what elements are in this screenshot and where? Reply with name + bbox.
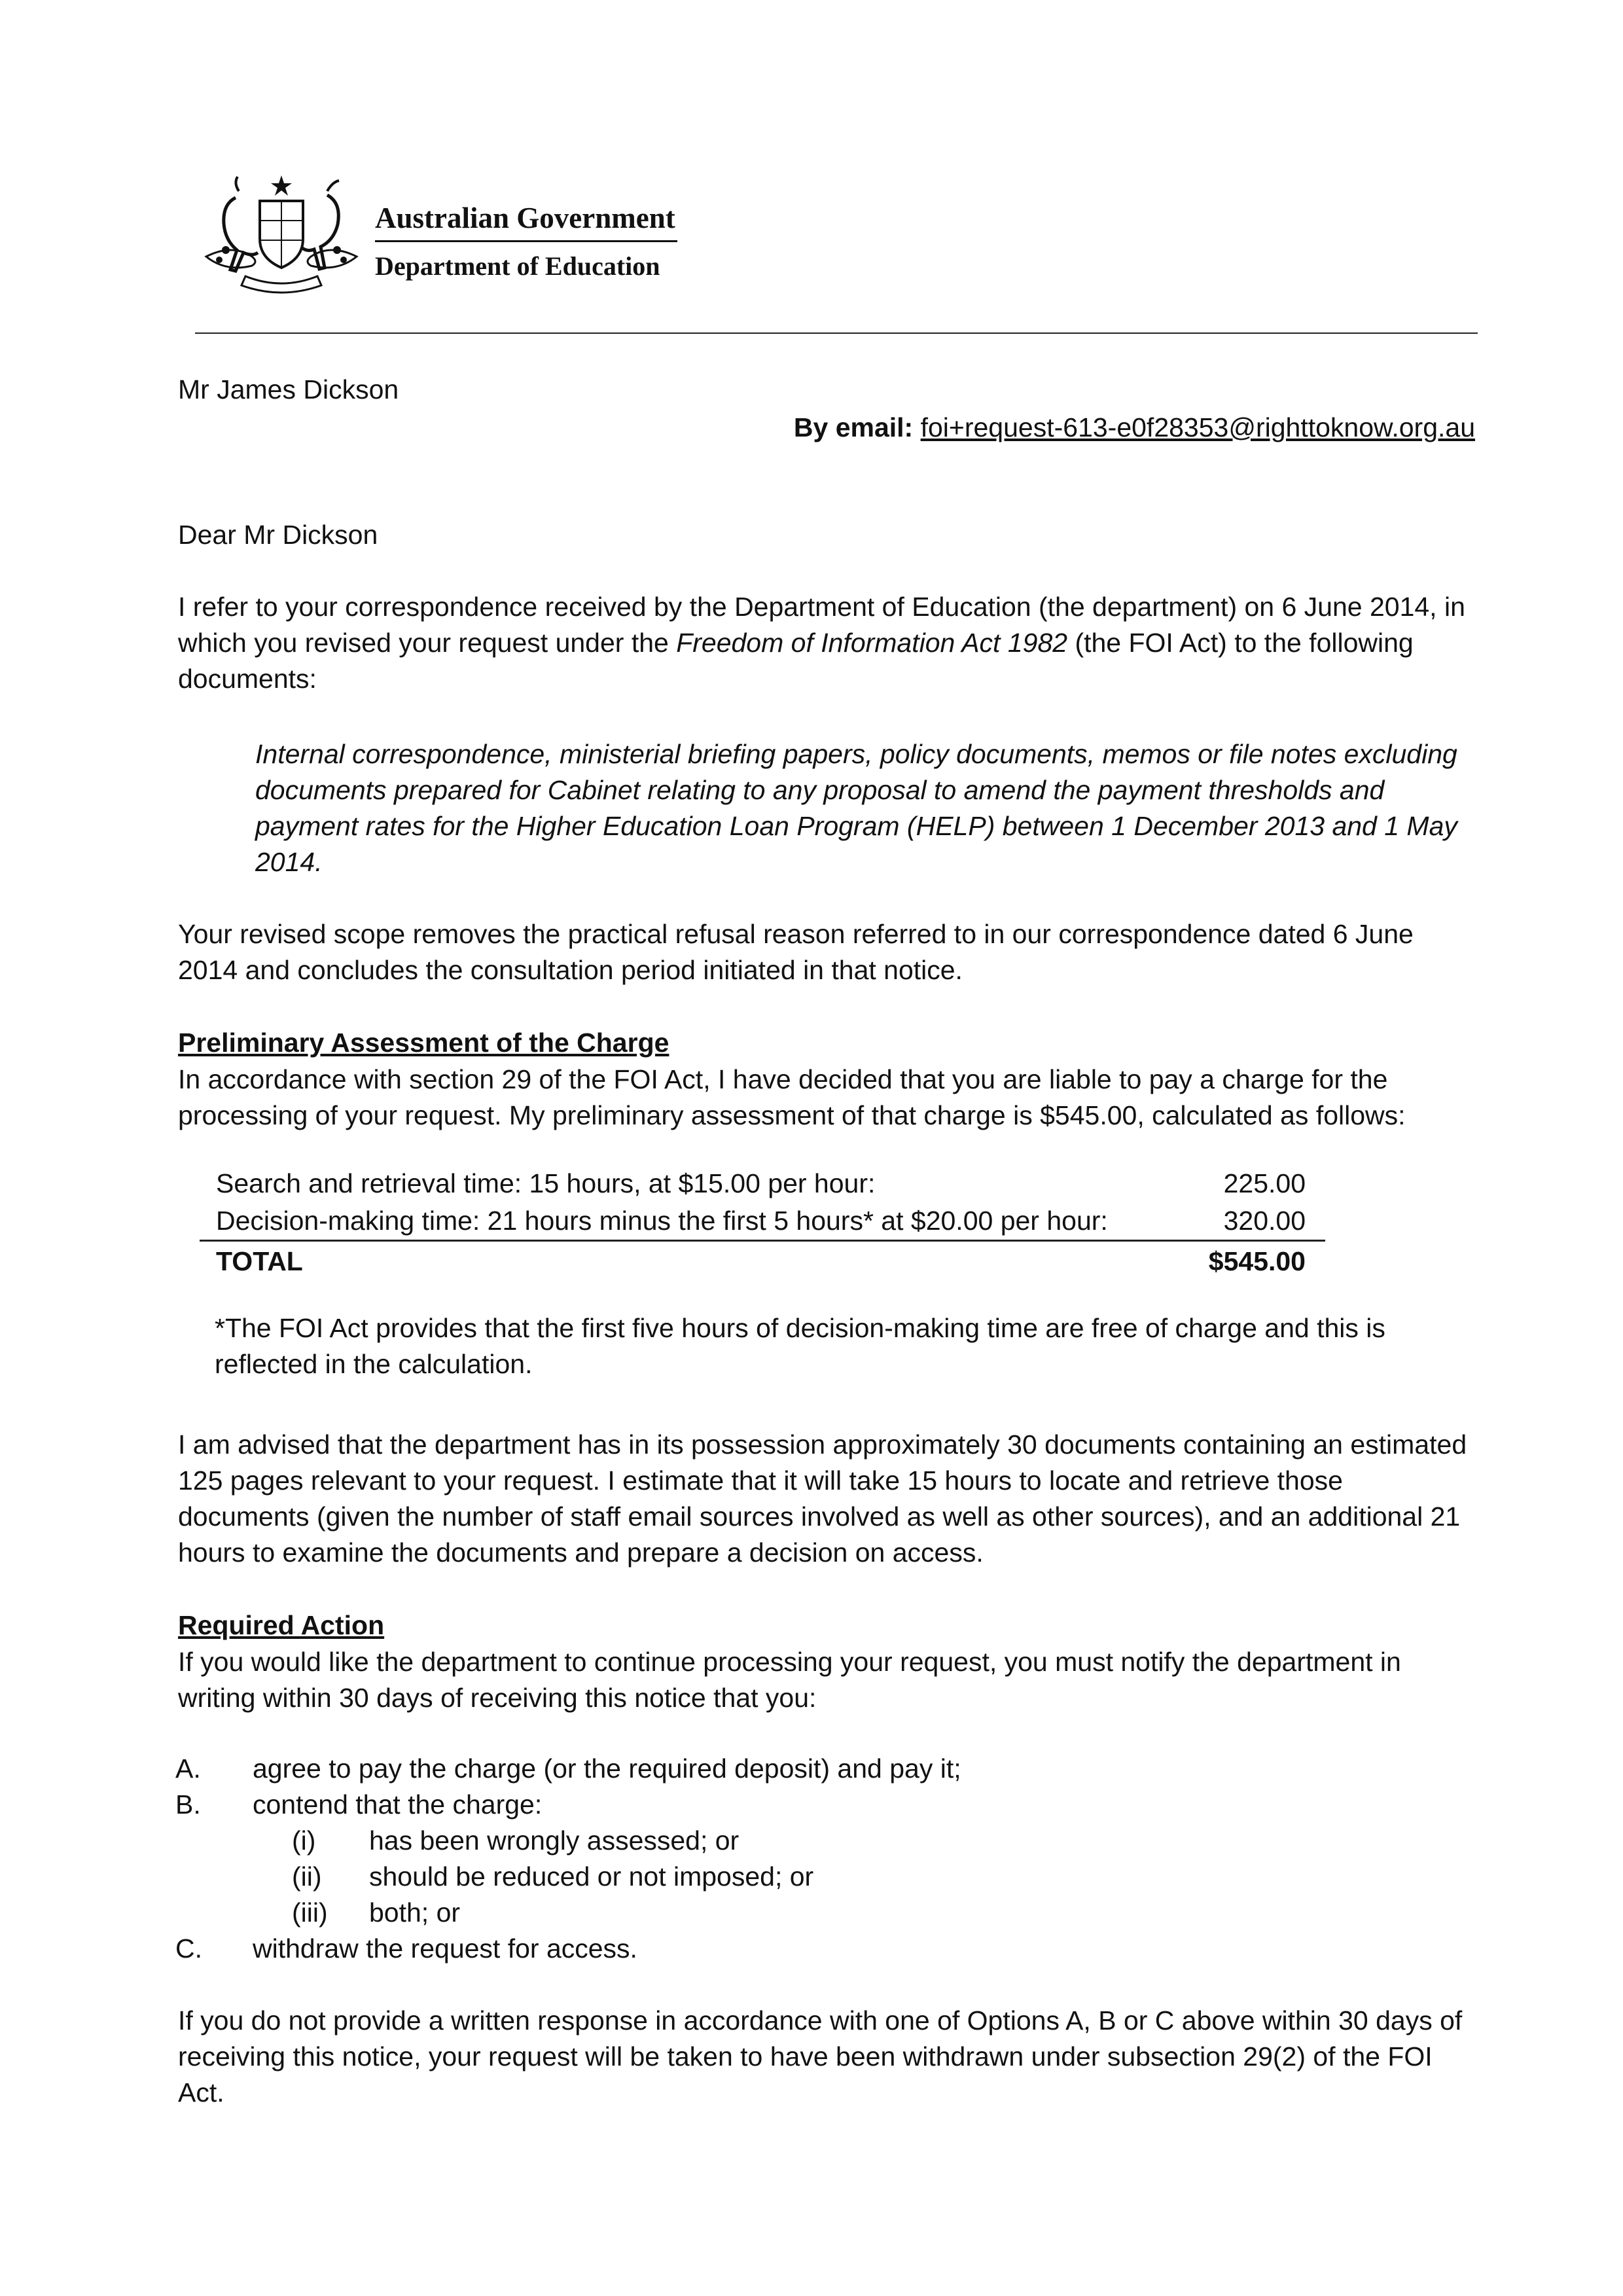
act-name: Freedom of Information Act 1982 (676, 628, 1068, 658)
sub-option-text: should be reduced or not imposed; or (369, 1861, 814, 1892)
charge-amount: 225.00 (1223, 1168, 1306, 1198)
option-text: contend that the charge: (253, 1789, 543, 1820)
option-key: C. (175, 1933, 202, 1964)
sub-option-text: has been wrongly assessed; or (369, 1825, 740, 1856)
total-amount: $545.00 (1208, 1246, 1306, 1276)
intro-after-act: (the FOI Act) to the following documents: (178, 628, 1414, 694)
department-name: Department of Education (375, 251, 660, 281)
intro-paragraph (178, 589, 1480, 697)
required-action-paragraph: If you would like the department to continue processing your request, you must notify the department in writing within 30 days of receiving this notice that you: (178, 1647, 1401, 1713)
charge-row-search (200, 1165, 1325, 1202)
charge-table (200, 1165, 1325, 1281)
option-text: agree to pay the charge (or the required deposit) and pay it; (253, 1753, 961, 1784)
sub-option-key: (ii) (292, 1861, 322, 1892)
recipient-name: Mr James Dickson (178, 374, 399, 404)
letterhead (375, 200, 677, 283)
option-text: withdraw the request for access. (253, 1933, 637, 1964)
option-key: B. (175, 1789, 201, 1820)
sub-option-key: (iii) (292, 1897, 328, 1928)
footnote: *The FOI Act provides that the first five hours of decision-making time are free of charge and this is reflected in the calculation. (215, 1313, 1385, 1379)
coat-of-arms-logo (200, 171, 363, 296)
closing-paragraph: If you do not provide a written response in accordance with one of Options A, B or C above within 30 days of receiving this notice, your request will be taken to have been withdrawn under subsection 29(2) of the FOI Act. (178, 2005, 1463, 2108)
letterhead-rule (375, 240, 677, 242)
email-line (794, 410, 1475, 446)
charge-row-total (200, 1240, 1325, 1281)
option-key: A. (175, 1753, 201, 1784)
preliminary-heading: Preliminary Assessment of the Charge (178, 1028, 669, 1058)
charge-desc: Decision-making time: 21 hours minus the first 5 hours* at $20.00 per hour: (216, 1206, 1108, 1236)
salutation: Dear Mr Dickson (178, 520, 378, 550)
government-name: Australian Government (375, 202, 675, 234)
sub-option-key: (i) (292, 1825, 316, 1856)
revised-scope-paragraph: Your revised scope removes the practical refusal reason referred to in our correspondence dated 6 June 2014 and concludes the consultation period initiated in that notice. (178, 919, 1414, 985)
required-action-heading: Required Action (178, 1610, 385, 1640)
preliminary-paragraph: In accordance with section 29 of the FOI Act, I have decided that you are liable to pay a charge for the processing of your request. My preliminary assessment of that charge is $545.00, calculated as follows: (178, 1064, 1406, 1130)
charge-amount: 320.00 (1223, 1206, 1306, 1236)
header-divider (195, 332, 1478, 334)
advised-paragraph: I am advised that the department has in its possession approximately 30 documents containing an estimated 125 pages relevant to your request. I estimate that it will take 15 hours to locate and retrieve those documents (given the number of staff email sources involved as well as other sources), and an additional 21 hours to examine the documents and prepare a decision on access. (178, 1429, 1467, 1568)
sub-option-text: both; or (369, 1897, 461, 1928)
charge-row-decision (200, 1202, 1325, 1240)
intro-before-act: I refer to your correspondence received by the Department of Education (the department) on 6 June 2014, in which you revised your request under the (178, 592, 1465, 658)
email-label: By email: (793, 412, 914, 442)
total-label: TOTAL (216, 1246, 303, 1276)
request-scope-quote: Internal correspondence, ministerial briefing papers, policy documents, memos or file notes excluding documents prepared for Cabinet relating to any proposal to amend the payment thresholds and payment rates for the Higher Education Loan Program (HELP) between 1 December 2013 and 1 May 2014. (255, 739, 1457, 877)
recipient-email-link[interactable]: foi+request-613-e0f28353@righttoknow.org.au (920, 412, 1475, 442)
charge-desc: Search and retrieval time: 15 hours, at $15.00 per hour: (216, 1168, 876, 1198)
